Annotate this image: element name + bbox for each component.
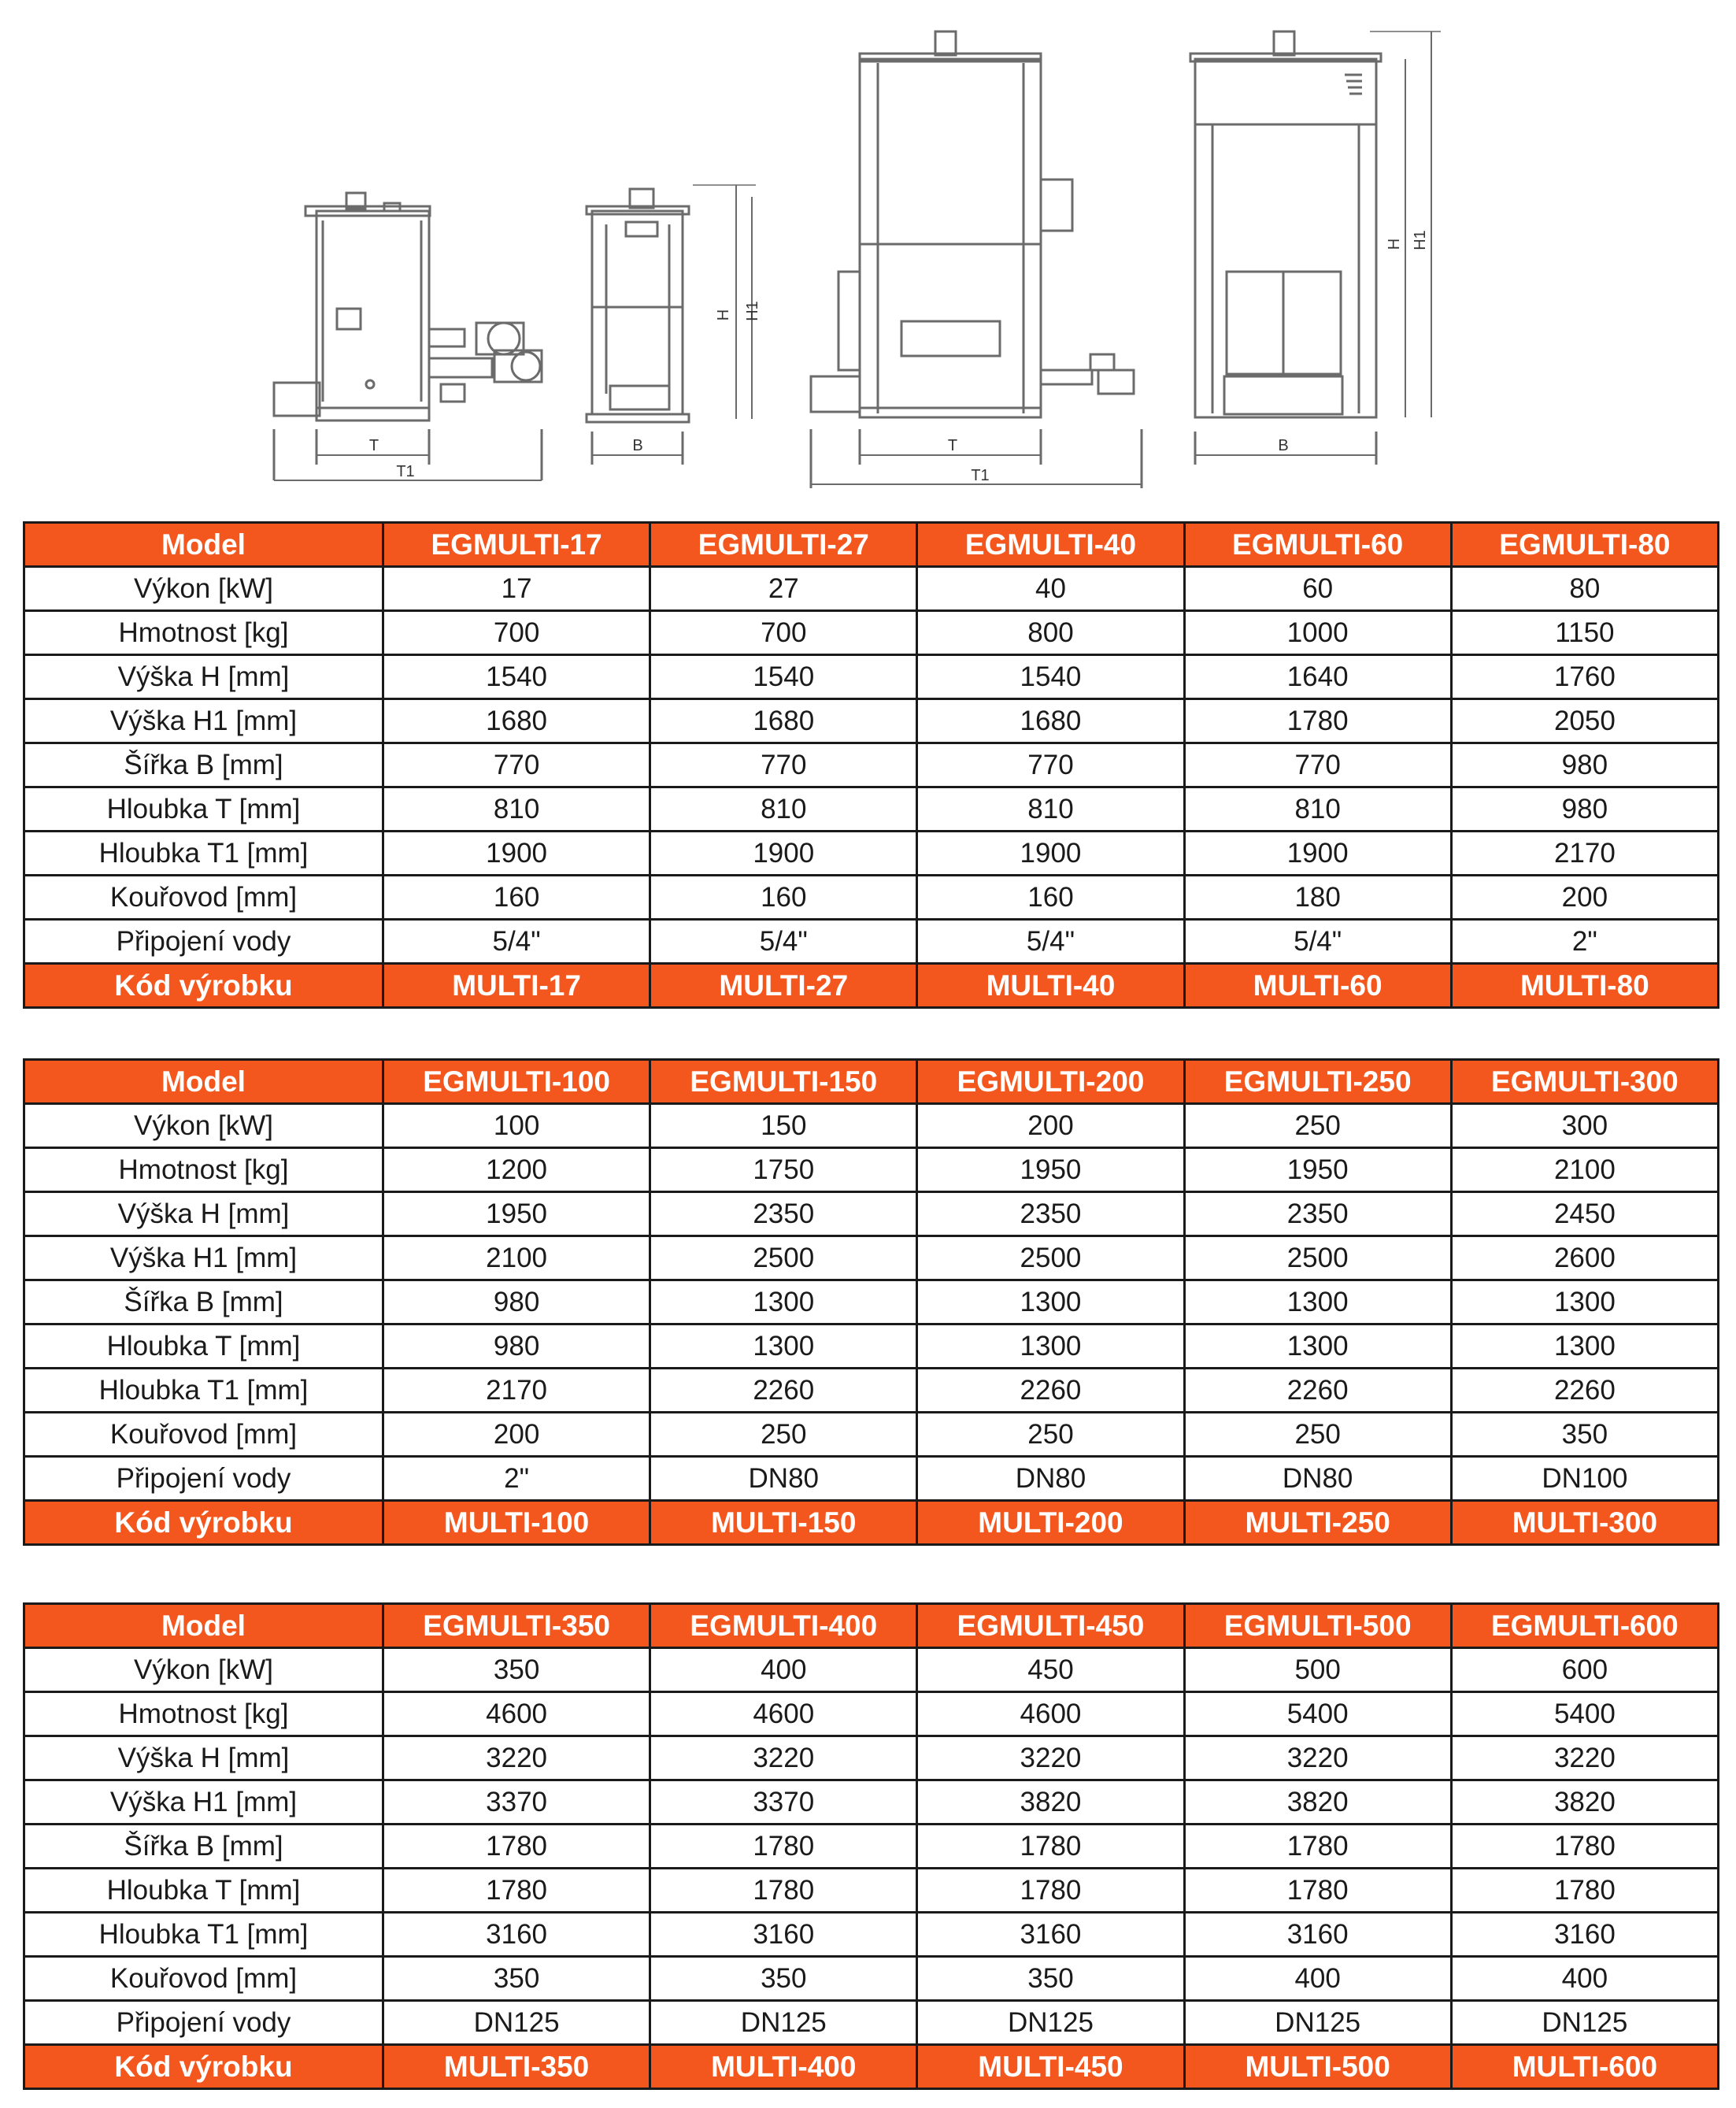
- value-cell: 5/4": [650, 920, 917, 964]
- value-cell: 400: [650, 1648, 917, 1692]
- value-cell: 980: [1451, 743, 1718, 787]
- dimension-label-h1: H1: [1412, 230, 1429, 250]
- value-cell: 3220: [1184, 1736, 1451, 1780]
- value-cell: 1900: [917, 832, 1184, 876]
- value-cell: 3160: [650, 1913, 917, 1957]
- value-cell: MULTI-27: [650, 964, 917, 1008]
- value-cell: EGMULTI-80: [1451, 523, 1718, 567]
- boiler-side-view-large: [811, 31, 1142, 488]
- product-code-row: [24, 2045, 1719, 2089]
- value-cell: 60: [1184, 567, 1451, 611]
- value-cell: 1780: [1451, 1825, 1718, 1869]
- value-cell: 160: [917, 876, 1184, 920]
- value-cell: 1780: [383, 1869, 650, 1913]
- value-cell: 770: [1184, 743, 1451, 787]
- value-cell: 770: [383, 743, 650, 787]
- value-cell: 2450: [1451, 1192, 1718, 1236]
- value-cell: 2260: [1451, 1369, 1718, 1413]
- value-cell: DN80: [650, 1457, 917, 1501]
- value-cell: 3220: [383, 1736, 650, 1780]
- value-cell: 2100: [1451, 1148, 1718, 1192]
- value-cell: 500: [1184, 1648, 1451, 1692]
- value-cell: 2170: [383, 1369, 650, 1413]
- value-cell: 40: [917, 567, 1184, 611]
- value-cell: 350: [650, 1957, 917, 2001]
- product-code-row: [24, 1501, 1719, 1545]
- value-cell: 2": [383, 1457, 650, 1501]
- value-cell: 1300: [1184, 1324, 1451, 1369]
- value-cell: MULTI-40: [917, 964, 1184, 1008]
- value-cell: 1900: [650, 832, 917, 876]
- row-label-cell: Výška H1 [mm]: [24, 699, 383, 743]
- dimension-label-b: B: [1278, 437, 1289, 454]
- value-cell: 1300: [917, 1280, 1184, 1324]
- row-label-cell: Hmotnost [kg]: [24, 1692, 383, 1736]
- value-cell: MULTI-600: [1451, 2045, 1718, 2089]
- value-cell: 5400: [1184, 1692, 1451, 1736]
- value-cell: 250: [650, 1413, 917, 1457]
- value-cell: 2500: [650, 1236, 917, 1280]
- table-row: [24, 1648, 1719, 1692]
- value-cell: 1760: [1451, 655, 1718, 699]
- value-cell: 3820: [1451, 1780, 1718, 1825]
- value-cell: 2500: [1184, 1236, 1451, 1280]
- value-cell: 2170: [1451, 832, 1718, 876]
- value-cell: 1300: [1451, 1324, 1718, 1369]
- value-cell: DN125: [650, 2001, 917, 2045]
- value-cell: 1540: [383, 655, 650, 699]
- value-cell: 3160: [1184, 1913, 1451, 1957]
- row-label-cell: Výška H [mm]: [24, 1736, 383, 1780]
- value-cell: 1150: [1451, 611, 1718, 655]
- table-row: [24, 1236, 1719, 1280]
- value-cell: 800: [917, 611, 1184, 655]
- value-cell: 3160: [917, 1913, 1184, 1957]
- row-label-cell: Výška H1 [mm]: [24, 1236, 383, 1280]
- value-cell: 1540: [650, 655, 917, 699]
- value-cell: 450: [917, 1648, 1184, 1692]
- technical-drawings: [0, 0, 1736, 504]
- table-row: [24, 1413, 1719, 1457]
- row-label-cell: Hloubka T1 [mm]: [24, 1369, 383, 1413]
- row-label-cell: Výkon [kW]: [24, 1104, 383, 1148]
- row-label-cell: Hmotnost [kg]: [24, 611, 383, 655]
- value-cell: EGMULTI-150: [650, 1060, 917, 1104]
- value-cell: 1780: [917, 1825, 1184, 1869]
- row-label-cell: Výška H [mm]: [24, 655, 383, 699]
- row-label-cell: Výkon [kW]: [24, 1648, 383, 1692]
- value-cell: 3370: [383, 1780, 650, 1825]
- value-cell: 1680: [650, 699, 917, 743]
- table-row: [24, 1780, 1719, 1825]
- row-label-cell: Hloubka T [mm]: [24, 787, 383, 832]
- table-row: [24, 1457, 1719, 1501]
- row-label-cell: Výkon [kW]: [24, 567, 383, 611]
- value-cell: 2600: [1451, 1236, 1718, 1280]
- value-cell: 1780: [650, 1869, 917, 1913]
- value-cell: 2500: [917, 1236, 1184, 1280]
- value-cell: 980: [1451, 787, 1718, 832]
- value-cell: 810: [383, 787, 650, 832]
- value-cell: EGMULTI-600: [1451, 1604, 1718, 1648]
- row-label-cell: Kód výrobku: [24, 964, 383, 1008]
- value-cell: MULTI-100: [383, 1501, 650, 1545]
- value-cell: 200: [917, 1104, 1184, 1148]
- value-cell: 5400: [1451, 1692, 1718, 1736]
- value-cell: 810: [1184, 787, 1451, 832]
- value-cell: 1300: [1184, 1280, 1451, 1324]
- value-cell: MULTI-250: [1184, 1501, 1451, 1545]
- value-cell: 2350: [1184, 1192, 1451, 1236]
- spec-table-3: [23, 1602, 1719, 2090]
- row-label-cell: Šířka B [mm]: [24, 1825, 383, 1869]
- dimension-label-h: H: [715, 309, 732, 321]
- value-cell: 1680: [383, 699, 650, 743]
- value-cell: 1780: [383, 1825, 650, 1869]
- table-row: [24, 1736, 1719, 1780]
- value-cell: 770: [917, 743, 1184, 787]
- value-cell: 3160: [383, 1913, 650, 1957]
- value-cell: 600: [1451, 1648, 1718, 1692]
- row-label-cell: Kód výrobku: [24, 1501, 383, 1545]
- value-cell: EGMULTI-200: [917, 1060, 1184, 1104]
- table-row: [24, 1280, 1719, 1324]
- value-cell: 1950: [917, 1148, 1184, 1192]
- value-cell: 3220: [917, 1736, 1184, 1780]
- table-row: [24, 743, 1719, 787]
- value-cell: 350: [1451, 1413, 1718, 1457]
- value-cell: 2260: [1184, 1369, 1451, 1413]
- row-label-cell: Hloubka T [mm]: [24, 1869, 383, 1913]
- value-cell: 250: [1184, 1413, 1451, 1457]
- table-row: [24, 1825, 1719, 1869]
- value-cell: 1780: [1451, 1869, 1718, 1913]
- row-label-cell: Model: [24, 1060, 383, 1104]
- value-cell: 1950: [1184, 1148, 1451, 1192]
- value-cell: 5/4": [1184, 920, 1451, 964]
- row-label-cell: Kouřovod [mm]: [24, 876, 383, 920]
- row-label-cell: Kód výrobku: [24, 2045, 383, 2089]
- table-row: [24, 567, 1719, 611]
- row-label-cell: Kouřovod [mm]: [24, 1413, 383, 1457]
- value-cell: 400: [1184, 1957, 1451, 2001]
- value-cell: 180: [1184, 876, 1451, 920]
- row-label-cell: Model: [24, 1604, 383, 1648]
- value-cell: 350: [383, 1957, 650, 2001]
- row-label-cell: Model: [24, 523, 383, 567]
- value-cell: 810: [650, 787, 917, 832]
- value-cell: 160: [650, 876, 917, 920]
- value-cell: DN125: [1184, 2001, 1451, 2045]
- value-cell: 27: [650, 567, 917, 611]
- value-cell: 1750: [650, 1148, 917, 1192]
- value-cell: 80: [1451, 567, 1718, 611]
- value-cell: 1780: [917, 1869, 1184, 1913]
- value-cell: 770: [650, 743, 917, 787]
- value-cell: 3160: [1451, 1913, 1718, 1957]
- value-cell: DN125: [917, 2001, 1184, 2045]
- value-cell: 1780: [650, 1825, 917, 1869]
- value-cell: 1780: [1184, 699, 1451, 743]
- value-cell: 1900: [1184, 832, 1451, 876]
- value-cell: 1000: [1184, 611, 1451, 655]
- product-code-row: [24, 964, 1719, 1008]
- value-cell: 5/4": [917, 920, 1184, 964]
- value-cell: 1900: [383, 832, 650, 876]
- value-cell: MULTI-200: [917, 1501, 1184, 1545]
- value-cell: 1200: [383, 1148, 650, 1192]
- value-cell: 5/4": [383, 920, 650, 964]
- spec-table-2: [23, 1058, 1719, 1546]
- value-cell: 1540: [917, 655, 1184, 699]
- value-cell: 4600: [383, 1692, 650, 1736]
- table-row: [24, 1192, 1719, 1236]
- value-cell: MULTI-500: [1184, 2045, 1451, 2089]
- value-cell: 1300: [650, 1280, 917, 1324]
- table-row: [24, 1957, 1719, 2001]
- value-cell: DN125: [383, 2001, 650, 2045]
- value-cell: MULTI-150: [650, 1501, 917, 1545]
- value-cell: EGMULTI-100: [383, 1060, 650, 1104]
- value-cell: 980: [383, 1324, 650, 1369]
- table-row: [24, 876, 1719, 920]
- dimension-label-t1: T1: [396, 463, 415, 480]
- value-cell: DN80: [1184, 1457, 1451, 1501]
- dimension-label-h: H: [1386, 238, 1403, 250]
- value-cell: 250: [917, 1413, 1184, 1457]
- value-cell: 17: [383, 567, 650, 611]
- header-row: [24, 1060, 1719, 1104]
- value-cell: DN125: [1451, 2001, 1718, 2045]
- boiler-front-view-large: [1190, 31, 1441, 465]
- value-cell: 1680: [917, 699, 1184, 743]
- value-cell: 4600: [917, 1692, 1184, 1736]
- dimension-label-b: B: [632, 437, 643, 454]
- value-cell: 2100: [383, 1236, 650, 1280]
- row-label-cell: Výška H1 [mm]: [24, 1780, 383, 1825]
- value-cell: 2260: [917, 1369, 1184, 1413]
- table-row: [24, 655, 1719, 699]
- row-label-cell: Připojení vody: [24, 2001, 383, 2045]
- table-row: [24, 611, 1719, 655]
- row-label-cell: Hloubka T1 [mm]: [24, 832, 383, 876]
- row-label-cell: Hmotnost [kg]: [24, 1148, 383, 1192]
- value-cell: EGMULTI-60: [1184, 523, 1451, 567]
- value-cell: 160: [383, 876, 650, 920]
- value-cell: MULTI-400: [650, 2045, 917, 2089]
- row-label-cell: Šířka B [mm]: [24, 743, 383, 787]
- table-row: [24, 699, 1719, 743]
- value-cell: 250: [1184, 1104, 1451, 1148]
- value-cell: EGMULTI-300: [1451, 1060, 1718, 1104]
- value-cell: 2050: [1451, 699, 1718, 743]
- value-cell: 3820: [1184, 1780, 1451, 1825]
- value-cell: 700: [383, 611, 650, 655]
- value-cell: 150: [650, 1104, 917, 1148]
- dimension-label-h1: H1: [744, 301, 761, 321]
- value-cell: DN80: [917, 1457, 1184, 1501]
- value-cell: EGMULTI-40: [917, 523, 1184, 567]
- value-cell: 1780: [1184, 1869, 1451, 1913]
- value-cell: 400: [1451, 1957, 1718, 2001]
- value-cell: 2260: [650, 1369, 917, 1413]
- value-cell: MULTI-60: [1184, 964, 1451, 1008]
- row-label-cell: Hloubka T [mm]: [24, 1324, 383, 1369]
- table-row: [24, 1324, 1719, 1369]
- table-row: [24, 832, 1719, 876]
- value-cell: 1300: [1451, 1280, 1718, 1324]
- value-cell: 3370: [650, 1780, 917, 1825]
- table-row: [24, 2001, 1719, 2045]
- value-cell: 100: [383, 1104, 650, 1148]
- row-label-cell: Výška H [mm]: [24, 1192, 383, 1236]
- value-cell: EGMULTI-27: [650, 523, 917, 567]
- table-row: [24, 1148, 1719, 1192]
- table-row: [24, 787, 1719, 832]
- value-cell: 1780: [1184, 1825, 1451, 1869]
- table-row: [24, 1869, 1719, 1913]
- value-cell: 3220: [1451, 1736, 1718, 1780]
- value-cell: 200: [383, 1413, 650, 1457]
- value-cell: MULTI-300: [1451, 1501, 1718, 1545]
- value-cell: MULTI-80: [1451, 964, 1718, 1008]
- value-cell: EGMULTI-400: [650, 1604, 917, 1648]
- value-cell: 2350: [650, 1192, 917, 1236]
- row-label-cell: Šířka B [mm]: [24, 1280, 383, 1324]
- value-cell: 700: [650, 611, 917, 655]
- table-row: [24, 1104, 1719, 1148]
- value-cell: 350: [383, 1648, 650, 1692]
- value-cell: 1640: [1184, 655, 1451, 699]
- value-cell: 3820: [917, 1780, 1184, 1825]
- row-label-cell: Připojení vody: [24, 1457, 383, 1501]
- value-cell: EGMULTI-450: [917, 1604, 1184, 1648]
- value-cell: 4600: [650, 1692, 917, 1736]
- value-cell: EGMULTI-250: [1184, 1060, 1451, 1104]
- value-cell: 2": [1451, 920, 1718, 964]
- value-cell: 810: [917, 787, 1184, 832]
- dimension-label-t: T: [368, 437, 379, 454]
- table-row: [24, 920, 1719, 964]
- boiler-side-view-small: [274, 193, 542, 480]
- value-cell: DN100: [1451, 1457, 1718, 1501]
- value-cell: 3220: [650, 1736, 917, 1780]
- value-cell: 200: [1451, 876, 1718, 920]
- row-label-cell: Připojení vody: [24, 920, 383, 964]
- value-cell: EGMULTI-500: [1184, 1604, 1451, 1648]
- table-row: [24, 1692, 1719, 1736]
- spec-table-1: [23, 521, 1719, 1009]
- value-cell: 2350: [917, 1192, 1184, 1236]
- value-cell: 350: [917, 1957, 1184, 2001]
- value-cell: MULTI-350: [383, 2045, 650, 2089]
- header-row: [24, 523, 1719, 567]
- value-cell: 1300: [917, 1324, 1184, 1369]
- value-cell: 300: [1451, 1104, 1718, 1148]
- dimension-label-t: T: [947, 437, 958, 454]
- dimension-label-t1: T1: [971, 467, 990, 484]
- table-row: [24, 1913, 1719, 1957]
- value-cell: 1950: [383, 1192, 650, 1236]
- row-label-cell: Kouřovod [mm]: [24, 1957, 383, 2001]
- value-cell: MULTI-450: [917, 2045, 1184, 2089]
- header-row: [24, 1604, 1719, 1648]
- value-cell: EGMULTI-350: [383, 1604, 650, 1648]
- table-row: [24, 1369, 1719, 1413]
- boiler-front-view-small: [587, 185, 761, 465]
- row-label-cell: Hloubka T1 [mm]: [24, 1913, 383, 1957]
- value-cell: MULTI-17: [383, 964, 650, 1008]
- value-cell: EGMULTI-17: [383, 523, 650, 567]
- value-cell: 980: [383, 1280, 650, 1324]
- value-cell: 1300: [650, 1324, 917, 1369]
